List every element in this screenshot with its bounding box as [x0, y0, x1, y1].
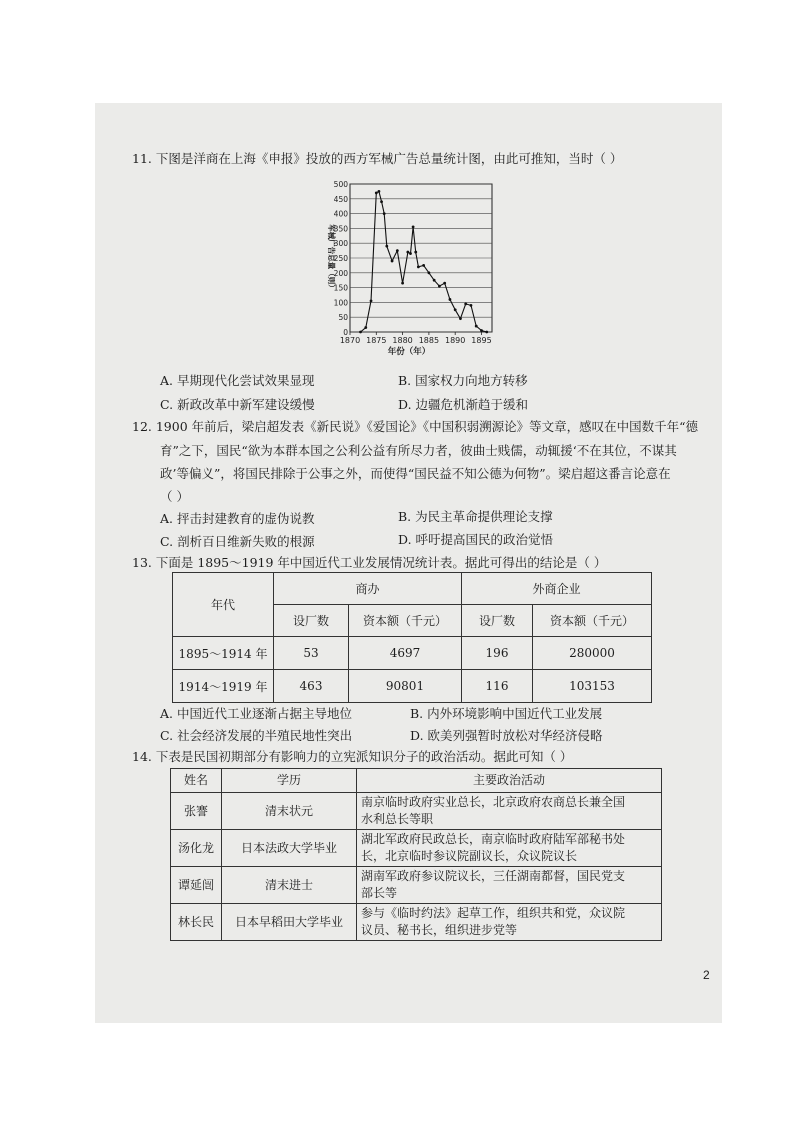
- q13-option-d: D. 欧美列强暂时放松对华经济侵略: [410, 728, 603, 743]
- q13-header-foreign-capital: 资本额（千元）: [533, 605, 652, 637]
- data-point: [459, 317, 462, 320]
- data-point: [396, 249, 399, 252]
- q14-activity-line: 参与《临时约法》起草工作，组织共和党，众议院: [361, 906, 626, 920]
- q13-header-foreign-count: 设厂数: [462, 605, 533, 637]
- data-point: [417, 265, 420, 268]
- y-tick-label: 100: [333, 298, 348, 308]
- q13-option-c: C. 社会经济发展的半殖民地性突出: [160, 728, 353, 743]
- x-tick-label: 1885: [418, 336, 440, 345]
- q12-option-d: D. 呼吁提高国民的政治觉悟: [398, 532, 554, 547]
- q13-cell: 463: [274, 670, 349, 703]
- page-number: 2: [703, 968, 710, 982]
- q13-cell: 116: [462, 670, 533, 703]
- q14-activities: [357, 904, 662, 941]
- data-point: [414, 251, 417, 254]
- q13-cell: 1895～1914 年: [173, 637, 274, 670]
- data-point: [385, 245, 388, 248]
- question-14-stem: 14. 下表是民国初期部分有影响力的立宪派知识分子的政治活动。据此可知（ ）: [132, 749, 573, 764]
- q14-header-education: 学历: [222, 769, 357, 793]
- q13-option-b: B. 内外环境影响中国近代工业发展: [410, 706, 603, 721]
- question-13-stem: 13. 下面是 1895～1919 年中国近代工业发展情况统计表。据此可得出的结论是（ ）: [132, 555, 607, 570]
- table-row: [171, 830, 662, 867]
- q14-education: 清末状元: [222, 793, 357, 830]
- data-point: [364, 326, 367, 329]
- q13-cell: 280000: [533, 637, 652, 670]
- question-11-stem: 11. 下图是洋商在上海《申报》投放的西方军械广告总量统计图，由此可推知，当时（ ）: [132, 151, 623, 166]
- table-row: [171, 867, 662, 904]
- data-point: [380, 200, 383, 203]
- data-point: [438, 285, 441, 288]
- table-row: [173, 670, 652, 703]
- q13-cell: 1914～1919 年: [173, 670, 274, 703]
- x-axis-label: 年份（年）: [387, 347, 431, 356]
- q12-option-a: A. 抨击封建教育的虚伪说教: [160, 511, 315, 526]
- table-row: [173, 637, 652, 670]
- q13-header-era: 年代: [173, 573, 274, 637]
- q13-header-merchant: 商办: [274, 573, 462, 605]
- x-tick-label: 1895: [471, 336, 492, 345]
- q14-name: 谭延闿: [171, 867, 222, 904]
- data-point: [480, 329, 483, 332]
- data-point: [427, 271, 430, 274]
- q11-option-c: C. 新政改革中新军建设缓慢: [160, 397, 315, 412]
- q14-header-name: 姓名: [171, 769, 222, 793]
- data-point: [391, 260, 394, 263]
- data-point: [401, 282, 404, 285]
- x-tick-label: 1875: [366, 336, 387, 345]
- table-row: [171, 904, 662, 941]
- q14-education: 清末进士: [222, 867, 357, 904]
- q14-activity-line: 部长等: [361, 886, 398, 900]
- data-point: [383, 212, 386, 215]
- data-point: [412, 226, 415, 229]
- q14-activity-line: 湖南军政府参议院议长，三任湖南都督，国民党支: [361, 869, 626, 883]
- y-tick-label: 500: [333, 180, 348, 189]
- q14-name: 林长民: [171, 904, 222, 941]
- q13-header-merchant-capital: 资本额（千元）: [349, 605, 462, 637]
- q14-activities: [357, 793, 662, 830]
- q11-option-d: D. 边疆危机渐趋于缓和: [398, 397, 529, 412]
- data-point: [449, 298, 452, 301]
- q14-name: 汤化龙: [171, 830, 222, 867]
- q14-header-activities: 主要政治活动: [357, 769, 662, 793]
- data-point: [470, 304, 473, 307]
- q14-education: 日本早稻田大学毕业: [222, 904, 357, 941]
- q11-option-b: B. 国家权力向地方转移: [398, 373, 528, 388]
- y-tick-label: 200: [333, 268, 348, 278]
- series-line: [361, 191, 487, 332]
- q12-option-b: B. 为民主革命提供理论支撑: [398, 509, 553, 524]
- data-point: [443, 282, 446, 285]
- y-tick-label: 450: [333, 194, 348, 204]
- data-point: [378, 190, 381, 193]
- y-tick-label: 50: [338, 313, 348, 323]
- data-point: [370, 300, 373, 303]
- q14-education: 日本法政大学毕业: [222, 830, 357, 867]
- q14-name: 张謇: [171, 793, 222, 830]
- q13-header-merchant-count: 设厂数: [274, 605, 349, 637]
- q14-activity-line: 水利总长等职: [361, 812, 434, 826]
- y-tick-label: 400: [333, 209, 348, 219]
- data-point: [422, 264, 425, 267]
- data-point: [359, 331, 362, 334]
- q14-activities: [357, 867, 662, 904]
- data-point: [375, 191, 378, 194]
- question-12-stem-line3: 政’等偏义”，将国民排除于公事之外，而使得“国民益不知公德为何物”。梁启超这番言论意在: [160, 466, 671, 481]
- q11-option-a: A. 早期现代化尝试效果显现: [160, 373, 315, 388]
- q13-option-a: A. 中国近代工业逐渐占据主导地位: [160, 706, 352, 721]
- x-tick-label: 1880: [392, 336, 413, 345]
- q14-activity-line: 南京临时政府实业总长，北京政府农商总长兼全国: [361, 795, 626, 809]
- data-point: [406, 251, 409, 254]
- q13-industry-table: [172, 572, 652, 703]
- y-tick-label: 300: [333, 239, 348, 249]
- data-point: [475, 325, 478, 328]
- q13-cell: 90801: [349, 670, 462, 703]
- q13-cell: 196: [462, 637, 533, 670]
- q14-activity-line: 湖北军政府民政总长，南京临时政府陆军部秘书处: [361, 832, 626, 846]
- table-row: [171, 793, 662, 830]
- y-tick-label: 350: [333, 224, 348, 234]
- q13-cell: 103153: [533, 670, 652, 703]
- y-tick-label: 250: [333, 254, 348, 263]
- q14-politicians-table: [170, 768, 662, 941]
- data-point: [433, 279, 436, 282]
- question-12-stem-line1: 12. 1900 年前后，梁启超发表《新民说》《爱国论》《中国积弱溯源论》等文章，感叹在中国数千年“德: [132, 419, 699, 434]
- q14-activity-line: 长，北京临时参议院副议长，众议院议长: [361, 849, 578, 863]
- y-tick-label: 0: [343, 328, 348, 337]
- q13-cell: 53: [274, 637, 349, 670]
- data-point: [409, 252, 412, 255]
- y-axis-label: 军械广告总量（则）: [327, 224, 336, 292]
- data-point: [454, 308, 457, 311]
- data-point: [485, 331, 488, 334]
- question-12-stem-line4: （ ）: [160, 489, 189, 504]
- data-point: [464, 302, 467, 305]
- question-12-stem-line2: 育”之下，国民“欲为本群本国之公利公益有所尽力者，彼曲士贱儒，动辄援‘不在其位，不谋其: [160, 443, 677, 458]
- q13-header-foreign: 外商企业: [462, 573, 652, 605]
- q13-cell: 4697: [349, 637, 462, 670]
- y-tick-label: 150: [333, 283, 348, 293]
- q11-line-chart: [320, 176, 500, 356]
- x-tick-label: 1870: [339, 336, 361, 345]
- x-tick-label: 1890: [445, 336, 466, 345]
- q14-activity-line: 议员、秘书长，组织进步党等: [361, 923, 518, 937]
- q14-activities: [357, 830, 662, 867]
- q12-option-c: C. 剖析百日维新失败的根源: [160, 534, 315, 549]
